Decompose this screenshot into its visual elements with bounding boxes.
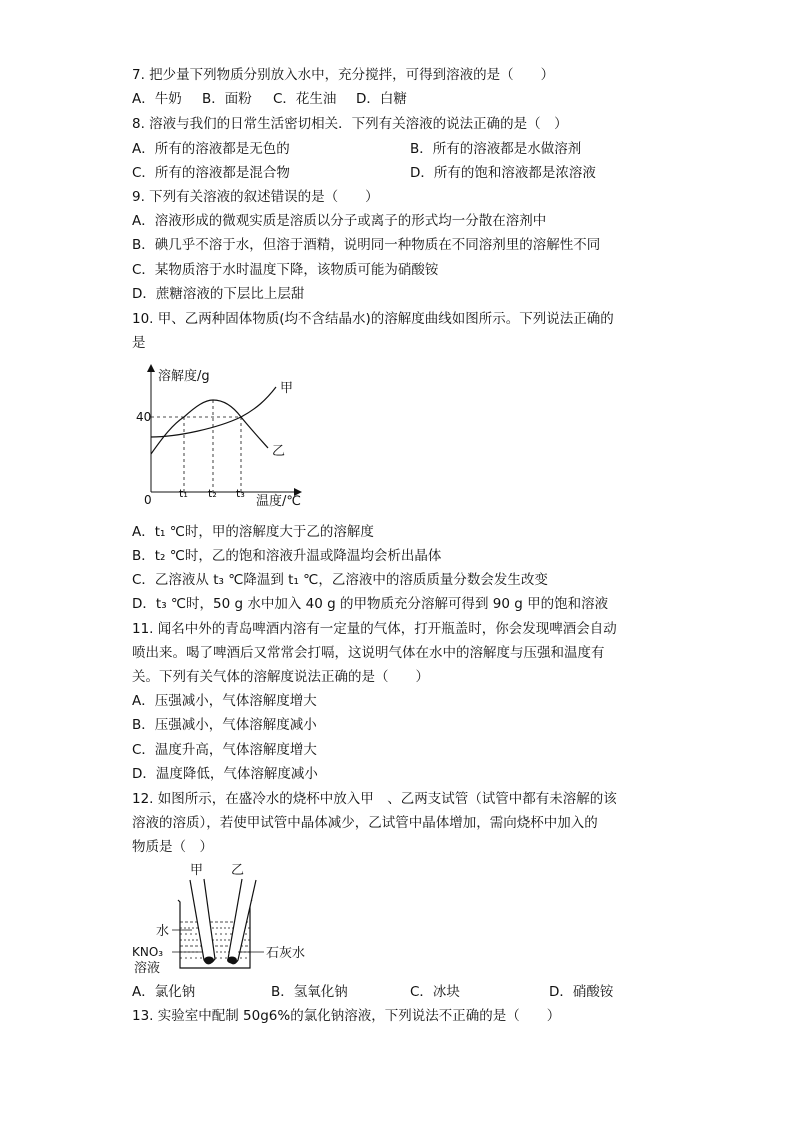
q13-stem: 13. 实验室中配制 50g6%的氯化钠溶液，下列说法不正确的是（ ） xyxy=(132,1008,561,1024)
q10-option-b: B．t₂ ℃时，乙的饱和溶液升温或降温均会析出晶体 xyxy=(132,548,442,564)
label-limewater: 石灰水 xyxy=(266,946,306,961)
q8-option-d: D．所有的饱和溶液都是浓溶液 xyxy=(410,165,596,181)
q10-stem-line1: 10. 甲、乙两种固体物质(均不含结晶水)的溶解度曲线如图所示。下列说法正确的 xyxy=(132,311,614,327)
test-tube-jia xyxy=(190,879,215,964)
series-label-jia: 甲 xyxy=(280,381,294,396)
test-tube-yi xyxy=(227,879,256,964)
q11-option-d: D．温度降低，气体溶解度减小 xyxy=(132,766,318,782)
tube-jia-label: 甲 xyxy=(190,863,204,878)
q8-option-b: B．所有的溶液都是水做溶剂 xyxy=(410,141,582,157)
q7-option-c: C．花生油 xyxy=(273,91,337,107)
q7-option-d: D．白糖 xyxy=(356,91,407,107)
q12-option-c: C．冰块 xyxy=(410,984,460,1000)
q12-stem-line3: 物质是（ ） xyxy=(132,839,213,855)
q8-option-a: A．所有的溶液都是无色的 xyxy=(132,141,290,157)
x-tick-t2: t₂ xyxy=(208,487,217,500)
curve-yi xyxy=(151,400,268,454)
label-kno3-line1: KNO₃ xyxy=(132,945,164,959)
x-axis-label: 温度/℃ xyxy=(256,494,301,509)
q12-stem-line1: 12. 如图所示，在盛冷水的烧杯中放入甲 、乙两支试管（试管中都有未溶解的该 xyxy=(132,791,617,807)
beaker-figure xyxy=(132,856,372,981)
y-tick-40: 40 xyxy=(136,410,152,424)
q11-option-b: B．压强减小，气体溶解度减小 xyxy=(132,717,317,733)
q8-option-c: C．所有的溶液都是混合物 xyxy=(132,165,290,181)
q10-option-a: A．t₁ ℃时，甲的溶解度大于乙的溶解度 xyxy=(132,524,374,540)
q7-stem: 7. 把少量下列物质分别放入水中，充分搅拌，可得到溶液的是（ ） xyxy=(132,67,555,83)
q10-option-c: C．乙溶液从 t₃ ℃降温到 t₁ ℃，乙溶液中的溶质质量分数会发生改变 xyxy=(132,572,548,588)
label-kno3-line2: 溶液 xyxy=(134,961,161,976)
q10-option-d: D．t₃ ℃时，50 g 水中加入 40 g 的甲物质充分溶解可得到 90 g 甲的饱和溶液 xyxy=(132,596,609,612)
q11-stem-line3: 关。下列有关气体的溶解度说法正确的是（ ） xyxy=(132,669,429,685)
origin-label: 0 xyxy=(144,493,152,507)
q8-stem: 8. 溶液与我们的日常生活密切相关．下列有关溶液的说法正确的是（ ） xyxy=(132,116,568,132)
tube-yi-label: 乙 xyxy=(231,863,245,878)
q7-option-a: A．牛奶 xyxy=(132,91,182,107)
label-water: 水 xyxy=(156,924,170,939)
q9-option-b: B．碘几乎不溶于水，但溶于酒精，说明同一种物质在不同溶剂里的溶解性不同 xyxy=(132,237,601,253)
q11-option-c: C．温度升高，气体溶解度增大 xyxy=(132,742,317,758)
x-tick-t1: t₁ xyxy=(179,487,188,500)
q12-option-d: D．硝酸铵 xyxy=(549,984,614,1000)
series-label-yi: 乙 xyxy=(272,444,286,459)
q11-stem-line2: 喷出来。喝了啤酒后又常常会打嗝，这说明气体在水中的溶解度与压强和温度有 xyxy=(132,645,605,661)
q11-stem-line1: 11. 闻名中外的青岛啤酒内溶有一定量的气体，打开瓶盖时，你会发现啤酒会自动 xyxy=(132,621,617,637)
q9-option-c: C．某物质溶于水时温度下降，该物质可能为硝酸铵 xyxy=(132,262,439,278)
q10-stem-line2: 是 xyxy=(132,335,146,351)
solubility-chart xyxy=(138,362,318,512)
q9-option-d: D．蔗糖溶液的下层比上层甜 xyxy=(132,286,305,302)
x-tick-t3: t₃ xyxy=(236,487,245,500)
y-axis-label: 溶解度/g xyxy=(158,369,210,384)
q7-option-b: B．面粉 xyxy=(202,91,252,107)
q11-option-a: A．压强减小，气体溶解度增大 xyxy=(132,693,317,709)
q12-option-a: A．氯化钠 xyxy=(132,984,196,1000)
q9-stem: 9. 下列有关溶液的叙述错误的是（ ） xyxy=(132,189,379,205)
q12-stem-line2: 溶液的溶质），若使甲试管中晶体减少，乙试管中晶体增加，需向烧杯中加入的 xyxy=(132,815,598,831)
q9-option-a: A．溶液形成的微观实质是溶质以分子或离子的形式均一分散在溶剂中 xyxy=(132,213,547,229)
q12-option-b: B．氢氧化钠 xyxy=(271,984,348,1000)
